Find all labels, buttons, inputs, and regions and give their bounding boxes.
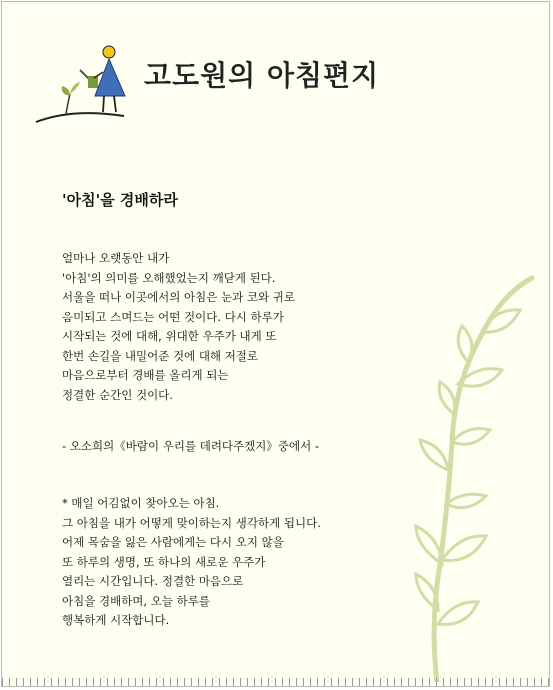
comment-line: * 매일 어김없이 찾아오는 아침. (62, 496, 220, 510)
quote-line: '아침'의 의미를 오해했었는지 깨닫게 된다. (62, 270, 276, 285)
bottom-tick-border (2, 678, 549, 686)
woman-watering-sprout-icon (32, 42, 152, 127)
site-title: 고도원의 아침편지 (144, 59, 380, 92)
comment-line: 행복하게 시작합니다. (62, 613, 170, 627)
quote-line: 서울을 떠나 이곳에서의 아침은 눈과 코와 귀로 (62, 290, 296, 304)
logo (32, 42, 402, 127)
quote-line: 마음으로부터 경배를 올리게 되는 (62, 368, 229, 382)
article-headline: '아침'을 경배하라 (62, 191, 178, 209)
source-citation (62, 437, 319, 457)
quote-line: 시작되는 것에 대해, 위대한 우주가 내게 또 (62, 329, 277, 343)
citation-text: - 오소희의《바람이 우리를 데려다주겠지》중에서 - (62, 439, 319, 453)
quote-line: 음미되고 스며드는 어떤 것이다. 다시 하루가 (62, 309, 284, 324)
quote-line: 정결한 순간인 것이다. (62, 387, 173, 402)
quote-paragraph (62, 249, 295, 405)
quote-line: 한번 손길을 내밀어준 것에 대해 저절로 (62, 348, 259, 363)
comment-line: 어제 목숨을 잃은 사람에게는 다시 오지 않을 (62, 535, 284, 549)
comment-line: 그 아침을 내가 어떻게 맞이하는지 생각하게 됩니다. (62, 515, 321, 530)
quote-line: 얼마나 오랫동안 내가 (62, 251, 170, 265)
comment-line: 아침을 경배하며, 오늘 하루를 (62, 593, 210, 608)
comment-line: 열리는 시간입니다. 정결한 마음으로 (62, 574, 244, 588)
vine-leaves-icon (382, 264, 542, 682)
comment-paragraph (62, 494, 321, 631)
comment-line: 또 하루의 생명, 또 하나의 새로운 우주가 (62, 554, 266, 569)
letter-frame (1, 1, 550, 687)
